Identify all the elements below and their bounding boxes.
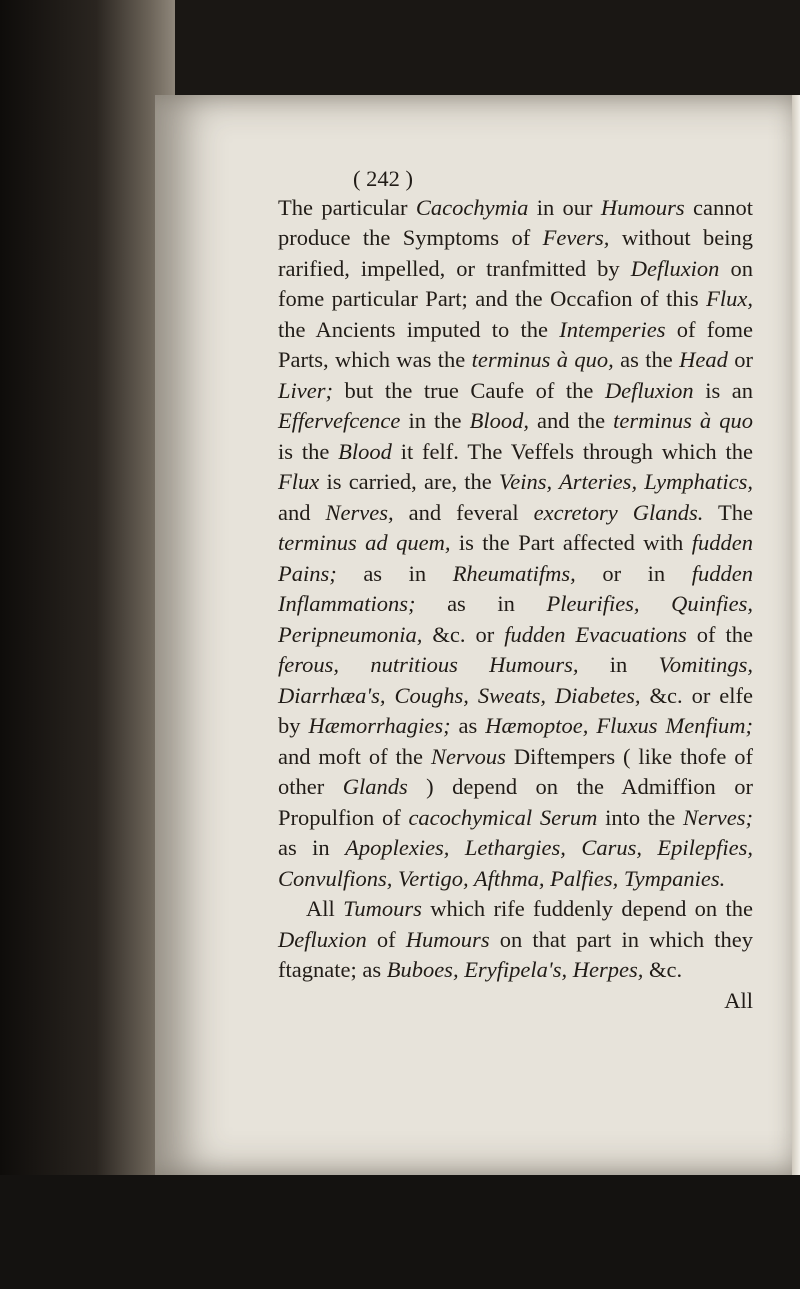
text-run: into the	[597, 804, 683, 830]
italic-term: Defluxion	[630, 255, 720, 281]
text-run: is the	[278, 438, 339, 464]
text-run: cannot produce the Symptoms of	[278, 194, 753, 250]
italic-term: Effervefcence	[278, 408, 401, 433]
text-run: or in	[575, 560, 692, 586]
italic-term: Liver;	[278, 377, 333, 403]
italic-term: Flux,	[706, 286, 753, 311]
paragraph-1	[278, 193, 753, 895]
text-run: in our	[528, 194, 601, 220]
text-run: on fome particular Part; and the Occafion of this	[278, 255, 753, 311]
text-run: on that part in which they ftagnate; as	[278, 926, 753, 982]
text-run: and moft of the	[278, 743, 431, 769]
text-run: &c. or elfe by	[278, 682, 753, 738]
text-run: as in	[336, 560, 453, 586]
italic-term: fudden Inflammations;	[278, 560, 753, 616]
text-run: or	[727, 347, 754, 372]
text-run: ) depend on the Admiffion or Propulfion of	[278, 774, 754, 830]
book-gutter-shadow	[0, 0, 175, 1289]
text-run: and	[278, 499, 326, 525]
italic-term: excretory Glands.	[533, 499, 704, 525]
italic-term: terminus ad quem,	[278, 530, 451, 555]
italic-term: Glands	[342, 774, 408, 799]
italic-term: Humours	[600, 194, 685, 220]
italic-term: Rheumatifms,	[452, 560, 576, 586]
text-run: but the true Caufe of the	[333, 377, 605, 403]
italic-term: Cacochymia	[415, 194, 529, 220]
italic-term: Tumours	[343, 896, 422, 921]
text-run: &c. or	[422, 621, 505, 647]
text-run: All	[306, 896, 344, 921]
text-run: The particular	[278, 194, 416, 220]
italic-term: Blood	[338, 438, 392, 464]
italic-term: Humours	[405, 926, 490, 952]
italic-term: Pleurifies, Quinfies, Peripneumonia,	[278, 591, 753, 647]
text-run: as in	[415, 591, 547, 616]
italic-term: Fevers,	[542, 225, 610, 250]
italic-term: Defluxion	[604, 377, 694, 403]
text-run: &c.	[643, 957, 683, 982]
italic-term: Nerves,	[325, 499, 394, 525]
background-bottom	[0, 1175, 800, 1289]
italic-term: terminus à quo,	[471, 347, 614, 372]
text-run: in	[578, 652, 659, 677]
text-run: Diftempers ( like thofe of other	[278, 743, 754, 799]
text-run: of	[366, 926, 406, 952]
text-run: of the	[686, 621, 754, 647]
italic-term: ferous, nutritious Humours,	[278, 652, 579, 677]
italic-term: Buboes, Eryfipela's, Herpes,	[386, 957, 644, 982]
page-number: ( 242 )	[353, 166, 413, 191]
text-run: and the	[528, 408, 614, 433]
italic-term: Hæmoptoe, Fluxus Menfium;	[485, 713, 753, 738]
italic-term: Hæmorrhagies;	[308, 713, 451, 738]
text-run: in the	[400, 408, 470, 433]
text-run: as the	[613, 347, 680, 372]
italic-term: terminus à quo	[613, 408, 753, 433]
page-text	[278, 164, 753, 1016]
catchword: All	[724, 987, 753, 1013]
italic-term: cacochymical Serum	[408, 804, 598, 830]
paragraph-2	[278, 894, 753, 986]
text-run: it felf. The Veffels through which the	[391, 438, 753, 464]
italic-term: Veins, Arteries, Lymphatics,	[499, 469, 753, 494]
italic-term: Defluxion	[278, 926, 367, 952]
page-edge	[792, 95, 800, 1175]
italic-term: Flux	[278, 469, 320, 494]
italic-term: Nerves;	[683, 804, 753, 830]
italic-term: Nervous	[430, 743, 506, 769]
italic-term: Head	[679, 347, 728, 372]
text-run: and feveral	[393, 499, 534, 525]
text-run: the Ancients imputed to the	[278, 316, 560, 342]
italic-term: Vomitings, Diarrhæa's, Coughs, Sweats, Diabetes,	[278, 652, 753, 708]
text-run: which rife fuddenly depend on the	[421, 896, 753, 921]
italic-term: Intemperies	[559, 316, 666, 342]
italic-term: Apoplexies, Lethargies, Carus, Epilepfies, Convulfions, Vertigo, Afthma, Palfies, Tympanies.	[278, 835, 753, 891]
text-run: is carried, are, the	[319, 469, 500, 494]
text-run: is an	[693, 377, 753, 403]
italic-term: fudden Pains;	[278, 530, 753, 586]
text-run: as in	[278, 835, 346, 860]
text-run: without being rarified, impelled, or tranfmitted by	[278, 225, 753, 281]
italic-term: fudden Evacuations	[504, 621, 687, 647]
text-run: is the Part affected with	[450, 530, 692, 555]
text-run: The	[703, 499, 753, 525]
text-run: as	[450, 713, 486, 738]
text-run: of fome Parts, which was the	[278, 316, 753, 372]
italic-term: Blood,	[469, 408, 529, 433]
